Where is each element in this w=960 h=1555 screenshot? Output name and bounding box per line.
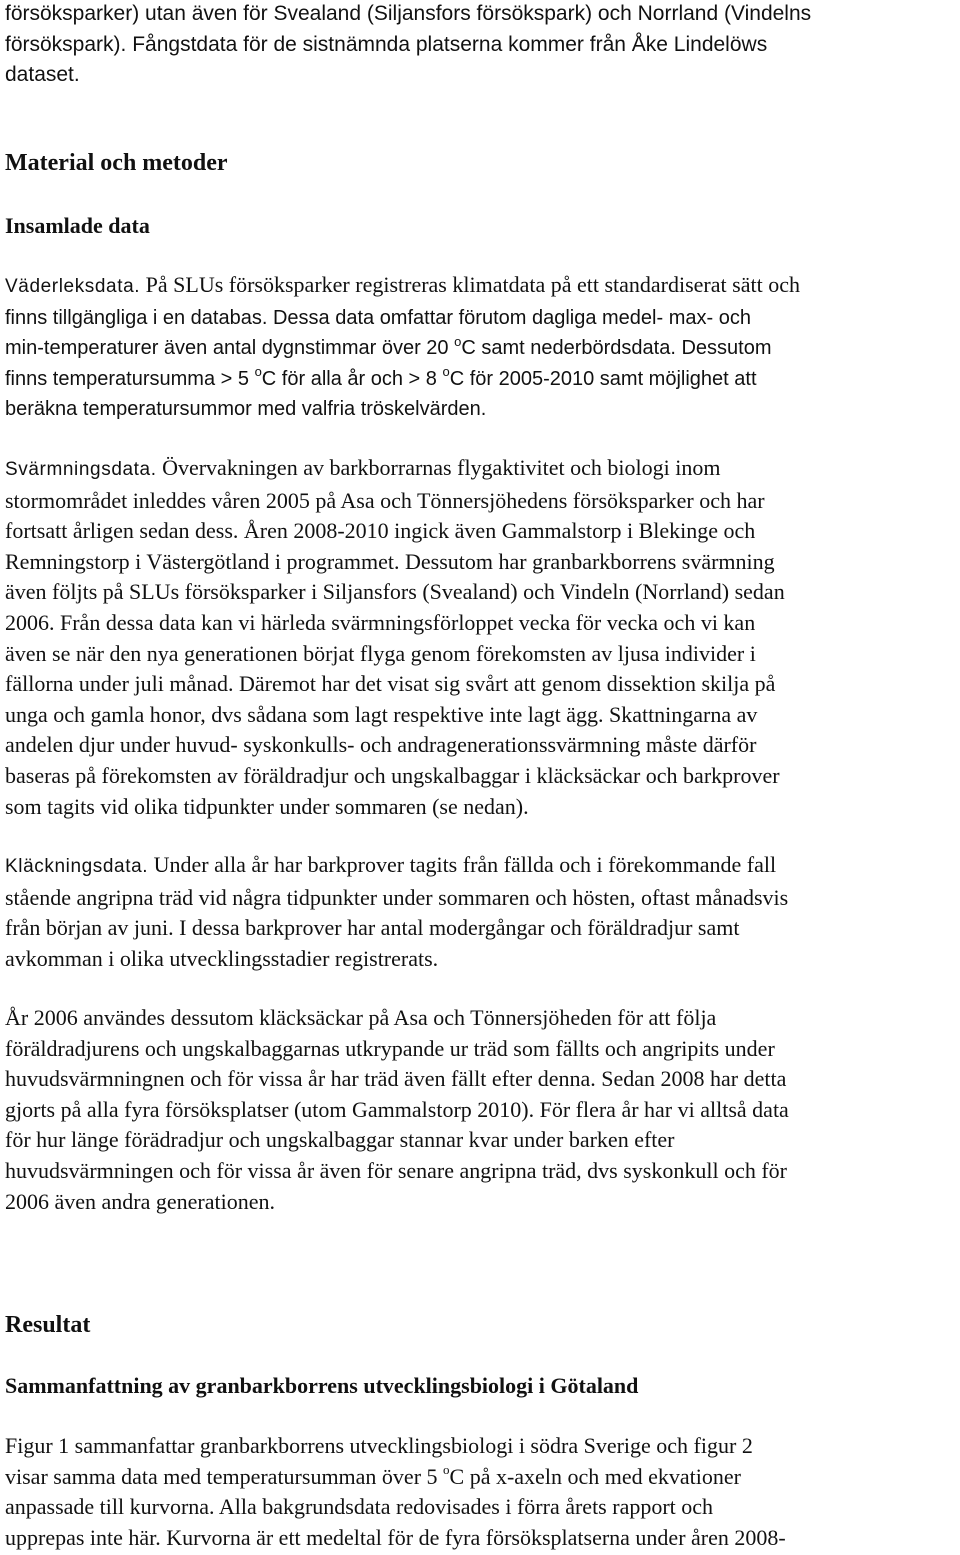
- weather-paragraph: [5, 270, 955, 425]
- degree-mark: o: [254, 364, 262, 380]
- swarming-text: fortsatt årligen sedan dess. Åren 2008-2010 ingick även Gammalstorp i Blekinge och: [5, 518, 756, 544]
- swarming-text: stormområdet inleddes våren 2005 på Asa och Tönnersjöhedens försöksparker och har: [5, 487, 765, 513]
- degree-mark: o: [443, 1462, 450, 1478]
- swarming-text: 2006. Från dessa data kan vi härleda svärmningsförloppet vecka för vecka och vi kan: [5, 609, 756, 635]
- degree-mark: o: [442, 364, 450, 380]
- hatching-paragraph: [5, 850, 955, 974]
- figure-text: visar samma data med temperatursumman över 5: [5, 1463, 444, 1489]
- hatching-text: avkomman i olika utvecklingsstadier registrerats.: [5, 945, 439, 971]
- intro-line: dataset.: [5, 63, 80, 87]
- year-2006-text: föräldradjurens och ungskalbaggarnas utkrypande ur träd som fällts och angripits under: [5, 1035, 775, 1061]
- section-title-results: Resultat: [5, 1312, 91, 1338]
- hatching-text: från början av juni. I dessa barkprover har antal modergångar och föräldradjur samt: [5, 915, 740, 941]
- weather-text: C samt nederbördsdata. Dessutom: [461, 337, 772, 360]
- section-subtitle-summary: Sammanfattning av granbarkborrens utvecklingsbiologi i Götaland: [5, 1373, 639, 1398]
- swarming-text: som tagits vid olika tidpunkter under sommaren (se nedan).: [5, 793, 529, 819]
- weather-text: finns tillgängliga i en databas. Dessa data omfattar förutom dagliga medel- max- och: [5, 306, 751, 329]
- figure-text: anpassade till kurvorna. Alla bakgrundsdata redovisades i förra årets rapport och: [5, 1494, 714, 1520]
- figure-text: upprepas inte här. Kurvorna är ett medeltal för de fyra försöksplatserna under åren 2008-: [5, 1524, 786, 1550]
- hatching-text: Under alla år har barkprover tagits från fällda och i förekommande fall: [148, 852, 777, 877]
- weather-text: C för 2005-2010 samt möjlighet att: [449, 367, 757, 390]
- hatching-text: stående angripna träd vid några tidpunkter under sommaren och hösten, oftast månadsvis: [5, 884, 789, 910]
- intro-line: försöksparker) utan även för Svealand (Siljansfors försökspark) och Norrland (Vindelns: [5, 2, 812, 25]
- weather-text: finns temperatursumma > 5: [5, 367, 255, 390]
- weather-lead: Väderleksdata.: [5, 276, 141, 297]
- swarming-text: även se när den nya generationen börjat flyga genom förekomsten av ljusa individer i: [5, 640, 756, 666]
- weather-text: C för alla år och > 8: [261, 367, 443, 390]
- hatching-lead: Kläckningsdata.: [5, 856, 149, 877]
- swarming-text: fällorna under juli månad. Däremot har det visat sig svårt att genom dissektion skilja på: [5, 671, 776, 697]
- year-2006-text: huvudsvärmningnen och för vissa år har träd även fällt efter denna. Sedan 2008 har detta: [5, 1066, 787, 1092]
- swarming-text: Remningstorp i Västergötland i programmet. Dessutom har granbarkborrens svärmning: [5, 548, 775, 574]
- figure-paragraph: [5, 1431, 960, 1553]
- swarming-text: Övervakningen av barkborrarnas flygaktivitet och biologi inom: [156, 455, 721, 480]
- intro-line: försökspark). Fångstdata för de sistnämnda platserna kommer från Åke Lindelöws: [5, 32, 768, 56]
- year-2006-paragraph: [5, 1003, 960, 1217]
- weather-text: beräkna temperatursummor med valfria tröskelvärden.: [5, 398, 487, 421]
- year-2006-text: 2006 även andra generationen.: [5, 1188, 275, 1214]
- year-2006-text: huvudsvärmningen och för vissa år även för senare angripna träd, dvs syskonkull och för: [5, 1157, 788, 1183]
- degree-mark: o: [454, 333, 462, 349]
- section-subtitle-collected-data: Insamlade data: [5, 213, 150, 238]
- weather-text: På SLUs försöksparker registreras klimatdata på ett standardiserat sätt och: [140, 272, 800, 297]
- section-title-material: Material och metoder: [5, 150, 228, 176]
- year-2006-text: för hur länge förädradjur och ungskalbaggar stannar kvar under barken efter: [5, 1127, 675, 1153]
- swarming-text: även följts på SLUs försöksparker i Siljansfors (Svealand) och Vindeln (Norrland) sedan: [5, 579, 785, 605]
- swarming-text: andelen djur under huvud- syskonkulls- och andragenerationssvärmning måste därför: [5, 732, 757, 758]
- swarming-paragraph: [5, 453, 960, 822]
- intro-paragraph: [5, 0, 955, 91]
- figure-text: Figur 1 sammanfattar granbarkborrens utvecklingsbiologi i södra Sverige och figur 2: [5, 1433, 753, 1458]
- weather-text: min-temperaturer även antal dygnstimmar över 20: [5, 337, 455, 360]
- year-2006-text: År 2006 användes dessutom kläcksäckar på Asa och Tönnersjöheden för att följa: [5, 1005, 717, 1030]
- swarming-text: unga och gamla honor, dvs sådana som lagt respektive inte lagt ägg. Skattningarna av: [5, 701, 758, 727]
- swarming-lead: Svärmningsdata.: [5, 459, 157, 480]
- swarming-text: baseras på förekomsten av föräldradjur och ungskalbaggar i kläcksäckar och barkprover: [5, 762, 780, 788]
- figure-text: C på x-axeln och med ekvationer: [449, 1463, 741, 1489]
- year-2006-text: gjorts på alla fyra försöksplatser (utom Gammalstorp 2010). För flera år har vi alltså data: [5, 1096, 789, 1122]
